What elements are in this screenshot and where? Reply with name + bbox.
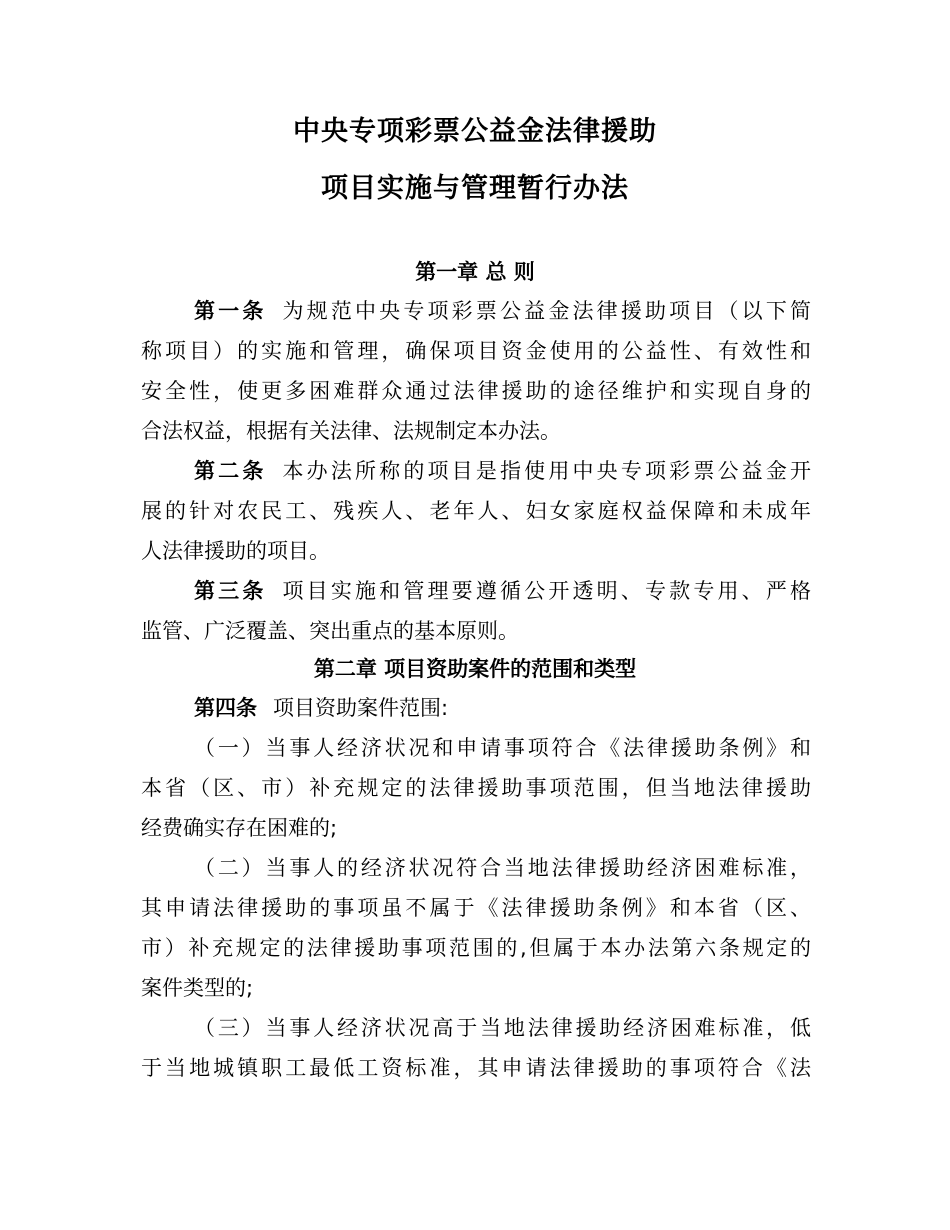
- article-label: 第四条: [194, 696, 257, 720]
- document-title-line2: 项目实施与管理暂行办法: [321, 173, 629, 204]
- paragraph-line: 人法律援助的项目。: [141, 539, 330, 563]
- paragraph-line: （一）当事人经济状况和申请事项符合《法律援助条例》和: [194, 736, 811, 760]
- paragraph-line: 经费确实存在困难的;: [141, 816, 338, 840]
- paragraph-line: 合法权益，根据有关法律、法规制定本办法。: [141, 419, 561, 443]
- paragraph-line: （三）当事人经济状况高于当地法律援助经济困难标准，低: [194, 1016, 811, 1040]
- document-title-line1: 中央专项彩票公益金法律援助: [293, 116, 657, 147]
- article-label: 第二条: [194, 459, 267, 483]
- paragraph-line: 案件类型的;: [141, 976, 254, 1000]
- paragraph-text: 本办法所称的项目是指使用中央专项彩票公益金开: [282, 459, 811, 483]
- paragraph-text: 项目资助案件范围:: [273, 696, 449, 720]
- paragraph-line: 监管、广泛覆盖、突出重点的基本原则。: [141, 619, 519, 643]
- paragraph-line: （二）当事人的经济状况符合当地法律援助经济困难标准，: [194, 856, 811, 880]
- paragraph-text: 为规范中央专项彩票公益金法律援助项目（以下简: [282, 299, 811, 323]
- paragraph-line: 于当地城镇职工最低工资标准，其申请法律援助的事项符合《法: [141, 1056, 811, 1080]
- paragraph-line: 市）补充规定的法律援助事项范围的,但属于本办法第六条规定的: [141, 936, 811, 960]
- paragraph-line: [194, 291, 811, 331]
- article-label: 第三条: [194, 579, 267, 603]
- chapter-heading-2: 第二章 项目资助案件的范围和类型: [313, 657, 637, 681]
- paragraph-line: 称项目）的实施和管理，确保项目资金使用的公益性、有效性和: [141, 339, 811, 363]
- chapter-heading-1: 第一章 总 则: [415, 260, 535, 284]
- paragraph-line: [194, 571, 811, 611]
- paragraph-text: 项目实施和管理要遵循公开透明、专款专用、严格: [282, 579, 811, 603]
- paragraph-line: 展的针对农民工、残疾人、老年人、妇女家庭权益保障和未成年: [141, 499, 811, 523]
- paragraph-line: 其申请法律援助的事项虽不属于《法律援助条例》和本省（区、: [141, 896, 811, 920]
- paragraph-line: [194, 688, 811, 728]
- paragraph-line: [194, 451, 811, 491]
- article-label: 第一条: [194, 299, 267, 323]
- paragraph-line: 本省（区、市）补充规定的法律援助事项范围，但当地法律援助: [141, 776, 811, 800]
- paragraph-line: 安全性，使更多困难群众通过法律援助的途径维护和实现自身的: [141, 379, 811, 403]
